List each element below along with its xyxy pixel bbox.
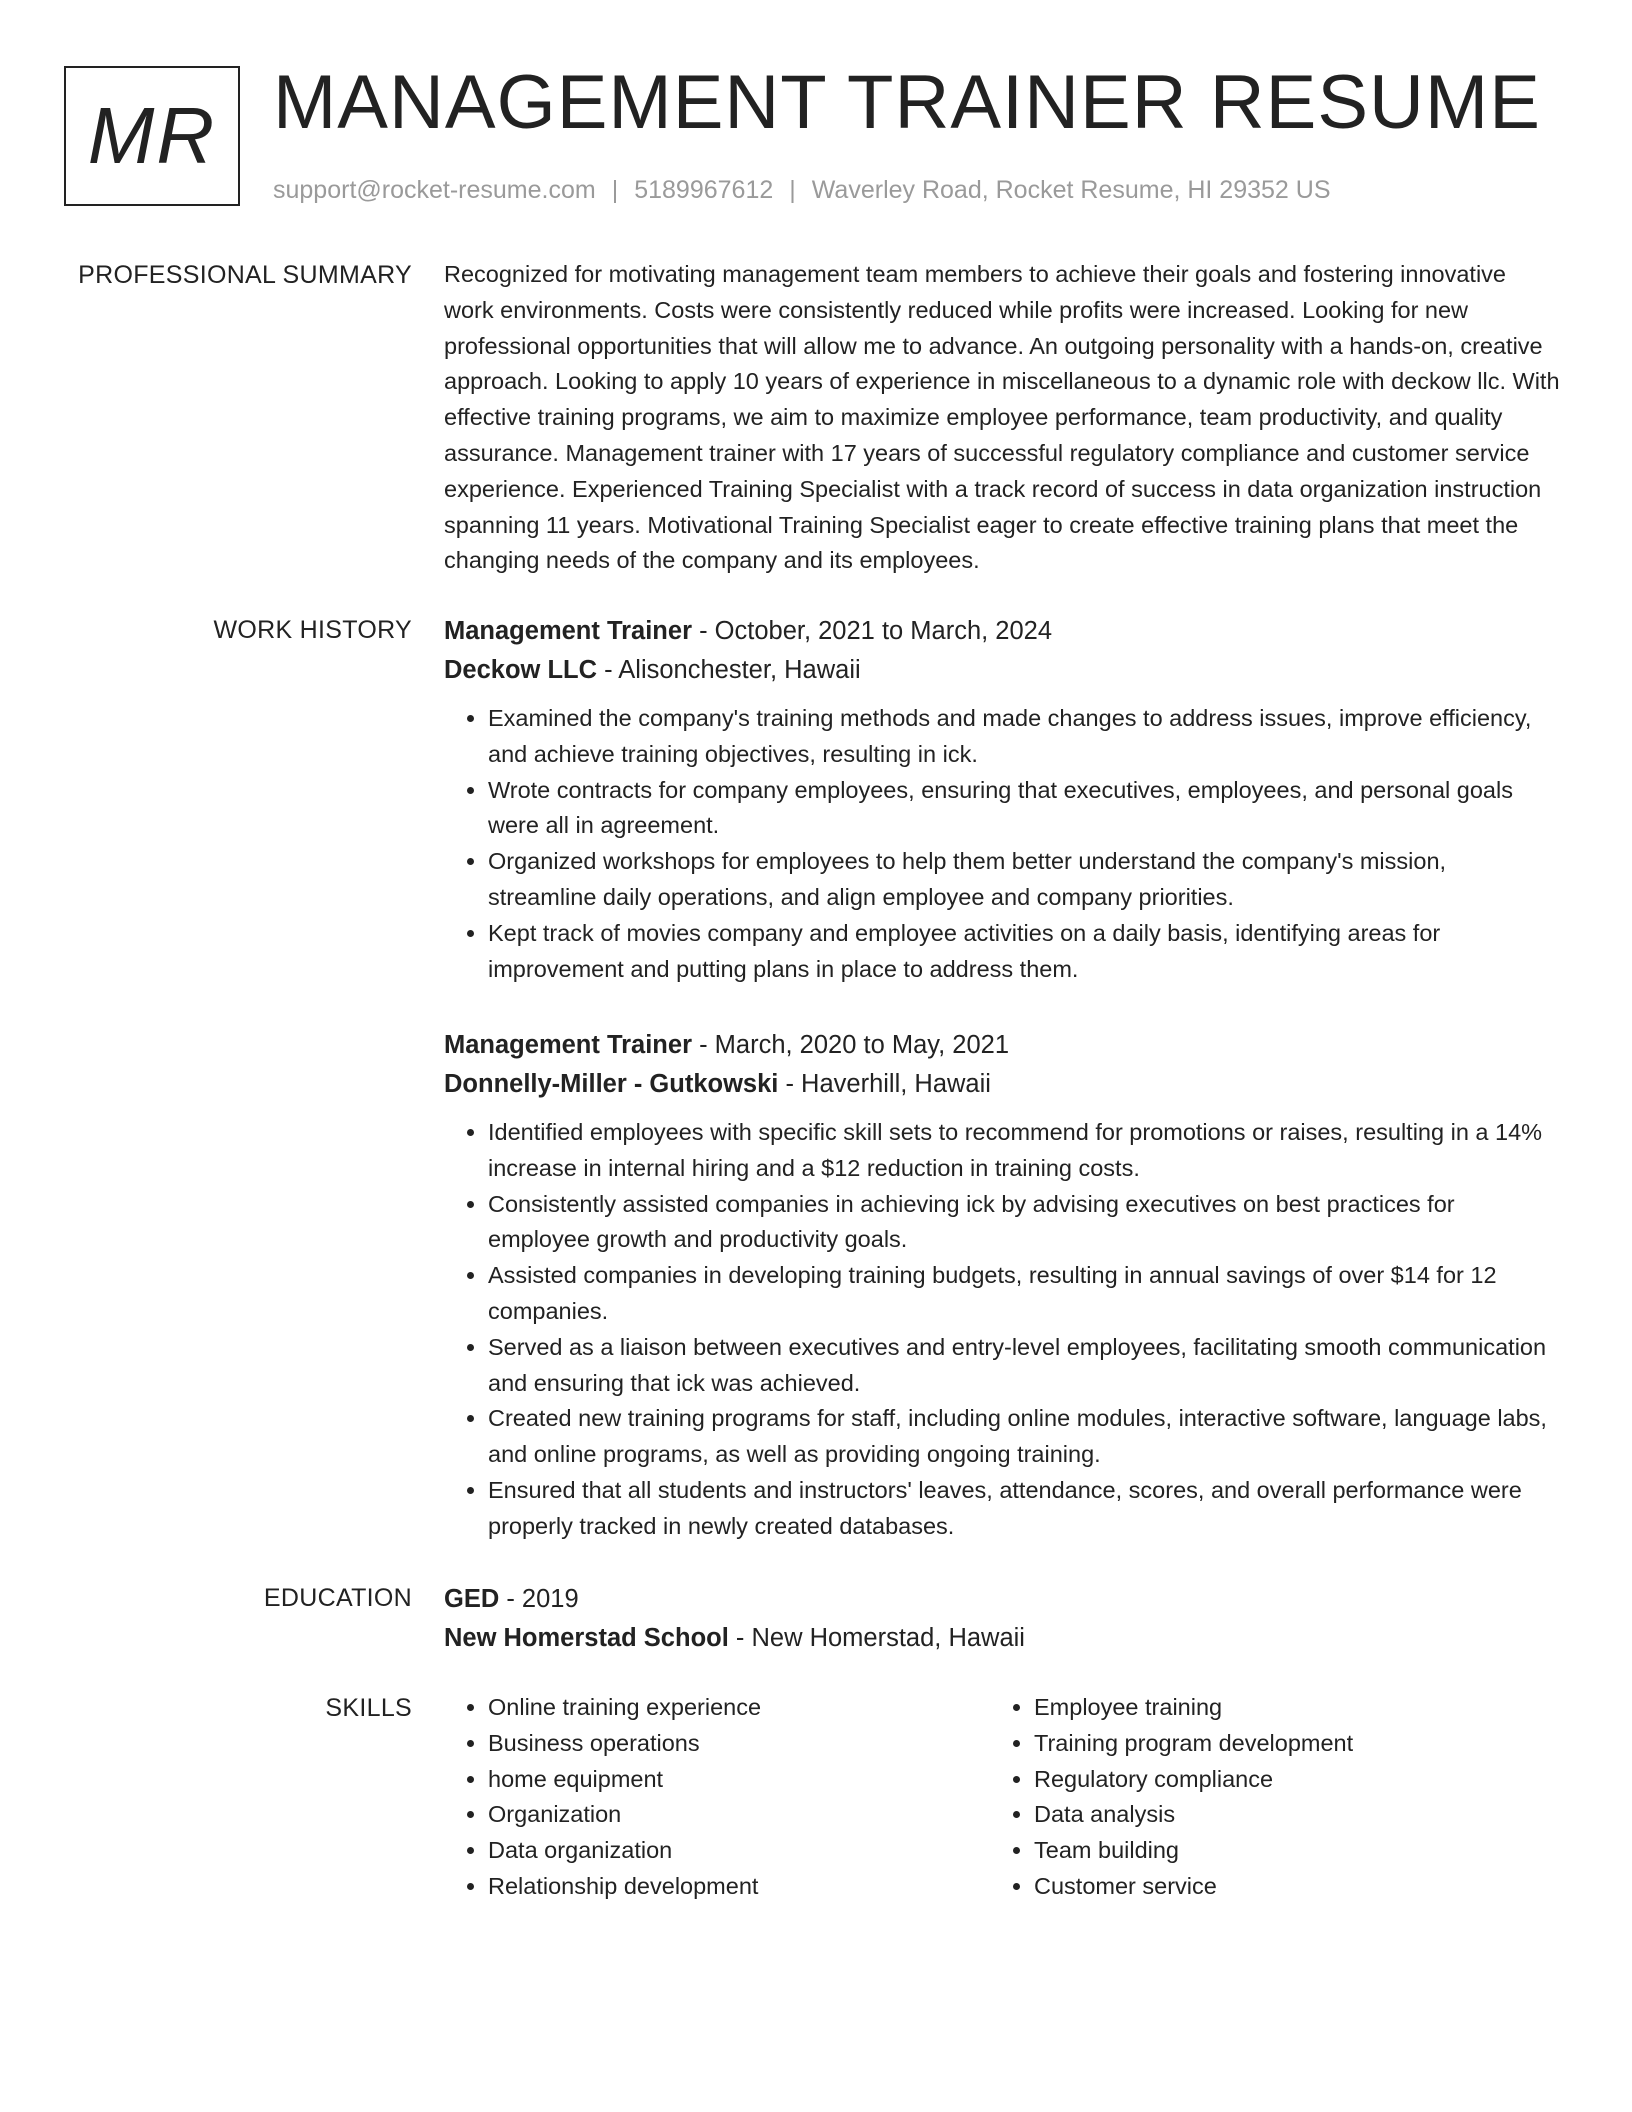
skill-item: • Regulatory compliance: [1034, 1762, 1536, 1798]
skill-item: • home equipment: [488, 1762, 990, 1798]
job-title: Management Trainer: [444, 1031, 692, 1059]
work-body-2: [444, 1026, 1560, 1545]
education-year: - 2019: [499, 1585, 579, 1613]
job-bullet: • Examined the company's training methods and made changes to address issues, improve efficiency, and achieve training objectives, resulting in ick.: [488, 701, 1560, 773]
skill-item: • Data analysis: [1034, 1797, 1536, 1833]
contact-separator: |: [611, 176, 619, 204]
job-bullet: • Wrote contracts for company employees, ensuring that executives, employees, and personal goals were all in agreement.: [488, 773, 1560, 845]
contact-email: support@rocket-resume.com: [273, 176, 596, 204]
skills-column-right: [990, 1690, 1536, 1905]
work-body: [444, 612, 1560, 987]
skills-grid: [444, 1690, 1560, 1905]
summary-body: [444, 257, 1560, 579]
job-bullets: [444, 701, 1560, 987]
job-entry: [444, 1026, 1560, 1545]
skill-item: • Online training experience: [488, 1690, 990, 1726]
job-bullets: [444, 1115, 1560, 1545]
job-bullet: • Assisted companies in developing training budgets, resulting in annual savings of over $14 for 12 companies.: [488, 1258, 1560, 1330]
skills-column-left: [444, 1690, 990, 1905]
job-location: - Haverhill, Hawaii: [778, 1070, 991, 1098]
job-dates: - October, 2021 to March, 2024: [692, 617, 1053, 645]
job-location: - Alisonchester, Hawaii: [597, 656, 861, 684]
summary-text: Recognized for motivating management team members to achieve their goals and fostering innovative work environments. Costs were consistently reduced while profits were increased. Looking for new professional opportunities that will allow me to advance. An outgoing personality with a hands-on, creative approach. Looking to apply 10 years of experience in miscellaneous to a dynamic role with deckow llc. With effective training programs, we aim to maximize employee performance, team productivity, and quality assurance. Management trainer with 17 years of successful regulatory compliance and customer service experience. Experienced Training Specialist with a track record of success in data organization instruction spanning 11 years. Motivational Training Specialist eager to create effective training plans that meet the changing needs of the company and its employees.: [444, 261, 1560, 574]
job-bullet: • Ensured that all students and instructors' leaves, attendance, scores, and overall performance were properly tracked in newly created databases.: [488, 1473, 1560, 1545]
job-bullet: • Consistently assisted companies in achieving ick by advising executives on best practices for employee growth and productivity goals.: [488, 1187, 1560, 1259]
job-company-line: [444, 651, 1560, 690]
contact-line: [273, 174, 1331, 206]
work-label: WORK HISTORY: [213, 616, 412, 644]
skills-list-left: [444, 1690, 990, 1905]
job-company: Donnelly-Miller - Gutkowski: [444, 1070, 779, 1098]
job-company-line: [444, 1065, 1560, 1104]
education-label: EDUCATION: [263, 1584, 412, 1612]
education-school: New Homerstad School: [444, 1624, 729, 1652]
education-location: - New Homerstad, Hawaii: [728, 1624, 1025, 1652]
job-bullet: • Organized workshops for employees to help them better understand the company's mission, streamline daily operations, and align employee and company priorities.: [488, 844, 1560, 916]
resume-title: MANAGEMENT TRAINER RESUME: [273, 60, 1541, 145]
skill-item: • Business operations: [488, 1726, 990, 1762]
contact-address: Waverley Road, Rocket Resume, HI 29352 US: [811, 176, 1331, 204]
skills-label: SKILLS: [325, 1694, 412, 1722]
skill-item: • Team building: [1034, 1833, 1536, 1869]
education-degree: GED: [444, 1585, 500, 1613]
contact-separator: |: [789, 176, 796, 204]
skill-item: • Relationship development: [488, 1869, 990, 1905]
skill-item: • Employee training: [1034, 1690, 1536, 1726]
skill-item: • Customer service: [1034, 1869, 1536, 1905]
skill-item: • Data organization: [488, 1833, 990, 1869]
job-title-line: [444, 1026, 1560, 1065]
education-school-line: [444, 1619, 1560, 1658]
job-company: Deckow LLC: [444, 656, 598, 684]
skill-item: • Training program development: [1034, 1726, 1536, 1762]
job-bullet: • Kept track of movies company and employee activities on a daily basis, identifying areas for improvement and putting plans in place to address them.: [488, 916, 1560, 988]
job-bullet: • Created new training programs for staff, including online modules, interactive software, language labs, and online programs, as well as providing ongoing training.: [488, 1401, 1560, 1473]
contact-phone: 5189967612: [634, 176, 774, 204]
skills-body: [444, 1690, 1560, 1905]
job-title: Management Trainer: [444, 617, 692, 645]
job-bullet: • Identified employees with specific skill sets to recommend for promotions or raises, resulting in a 14% increase in internal hiring and a $12 reduction in training costs.: [488, 1115, 1560, 1187]
skills-list-right: [990, 1690, 1536, 1905]
job-bullet: • Served as a liaison between executives and entry-level employees, facilitating smooth communication and ensuring that ick was achieved.: [488, 1330, 1560, 1402]
education-body: [444, 1580, 1560, 1658]
initials: MR: [87, 91, 217, 180]
education-degree-line: [444, 1580, 1560, 1619]
job-title-line: [444, 612, 1560, 651]
summary-label: PROFESSIONAL SUMMARY: [78, 261, 412, 289]
job-dates: - March, 2020 to May, 2021: [692, 1031, 1010, 1059]
job-entry: [444, 612, 1560, 987]
skill-item: • Organization: [488, 1797, 990, 1833]
monogram-box: [64, 66, 240, 206]
